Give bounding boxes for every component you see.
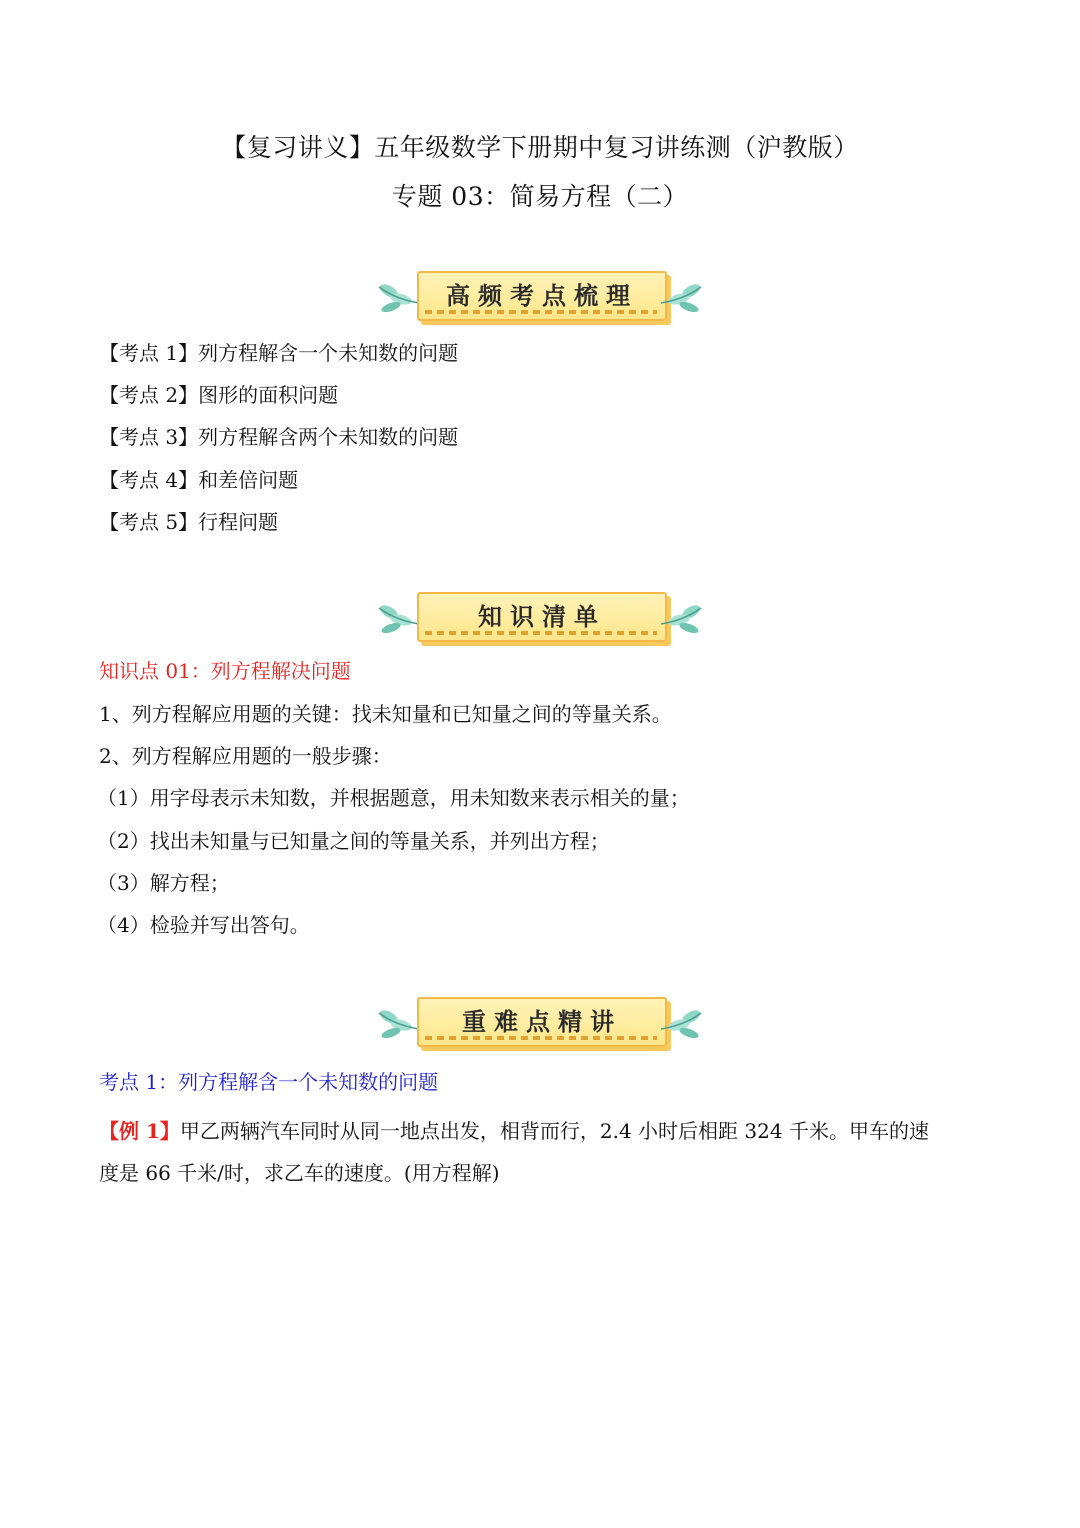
leaf-decoration-icon <box>659 598 705 642</box>
focus-heading: 考点 1：列方程解含一个未知数的问题 <box>99 1070 439 1094</box>
banner-box <box>417 592 667 642</box>
banner-dashes <box>425 1036 657 1040</box>
leaf-decoration-icon <box>659 277 705 321</box>
banner-zhishi <box>375 590 705 654</box>
kaodian-item-4: 【考点 4】和差倍问题 <box>99 468 299 492</box>
document-title: 【复习讲义】五年级数学下册期中复习讲练测（沪教版） <box>221 133 859 162</box>
banner-dashes <box>425 631 657 635</box>
banner-label: 重难点精讲 <box>462 1008 622 1036</box>
banner-box <box>417 997 667 1047</box>
example-1-line-2: 度是 66 千米/时，求乙车的速度。(用方程解) <box>99 1161 500 1185</box>
banner-zhongnan <box>375 995 705 1059</box>
knowledge-point-1: 1、列方程解应用题的关键：找未知量和已知量之间的等量关系。 <box>99 702 672 726</box>
banner-label: 知识清单 <box>478 603 606 631</box>
kaodian-item-2: 【考点 2】图形的面积问题 <box>99 383 339 407</box>
leaf-decoration-icon <box>375 1003 421 1047</box>
example-text: 甲乙两辆汽车同时从同一地点出发，相背而行，2.4 小时后相距 324 千米。甲车的速 <box>179 1119 929 1143</box>
knowledge-step-4: （4）检验并写出答句。 <box>97 913 310 937</box>
knowledge-step-1: （1）用字母表示未知数，并根据题意，用未知数来表示相关的量； <box>97 786 690 810</box>
leaf-decoration-icon <box>375 277 421 321</box>
banner-dashes <box>425 310 657 314</box>
document-subtitle: 专题 03：简易方程（二） <box>391 182 689 211</box>
example-tag: 【例 1】 <box>99 1119 180 1143</box>
leaf-decoration-icon <box>659 1003 705 1047</box>
knowledge-point-2: 2、列方程解应用题的一般步骤： <box>99 744 392 768</box>
knowledge-heading: 知识点 01：列方程解决问题 <box>99 659 351 683</box>
kaodian-item-1: 【考点 1】列方程解含一个未知数的问题 <box>99 341 459 365</box>
kaodian-item-5: 【考点 5】行程问题 <box>99 510 279 534</box>
leaf-decoration-icon <box>375 598 421 642</box>
banner-box <box>417 271 667 321</box>
banner-kaodian <box>375 269 705 333</box>
example-1-line-1 <box>99 1117 929 1145</box>
kaodian-item-3: 【考点 3】列方程解含两个未知数的问题 <box>99 425 459 449</box>
knowledge-step-2: （2）找出未知量与已知量之间的等量关系，并列出方程； <box>97 829 610 853</box>
knowledge-step-3: （3）解方程； <box>97 871 230 895</box>
banner-label: 高频考点梳理 <box>446 282 638 310</box>
